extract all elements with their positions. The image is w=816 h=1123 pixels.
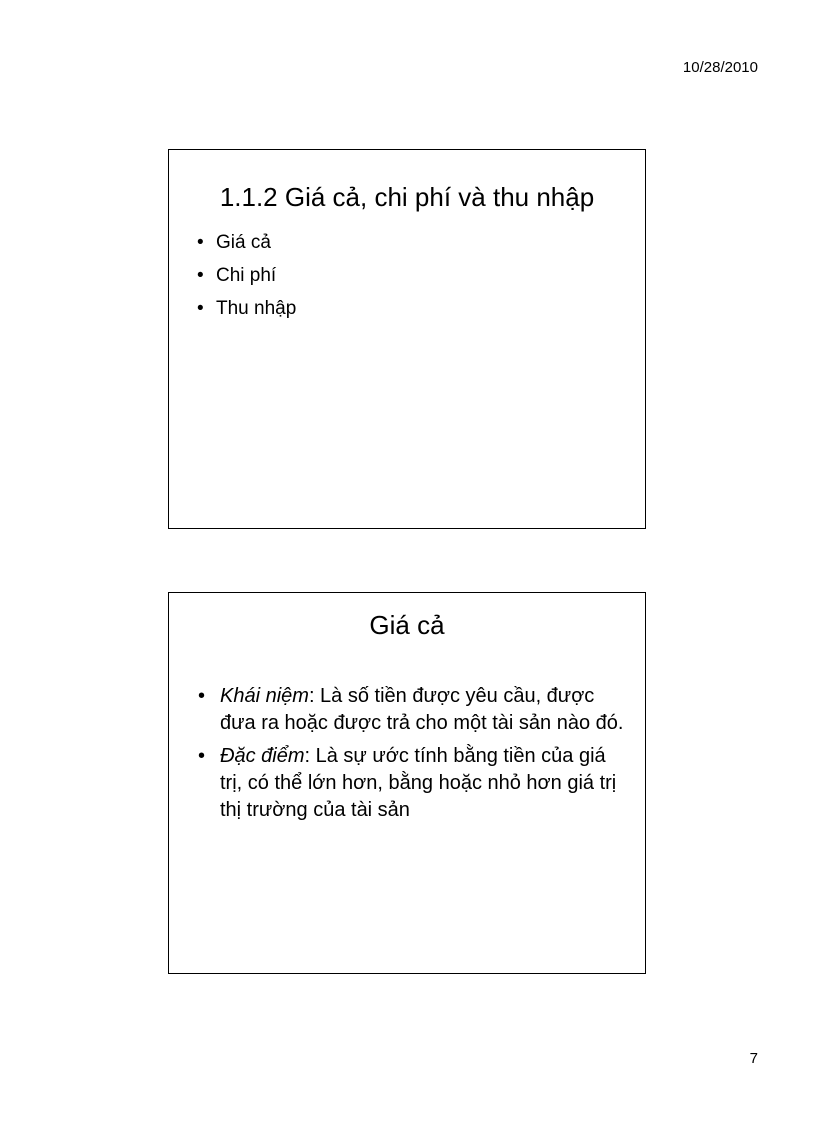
term-label: Đặc điểm [220,745,305,767]
term-description: : Là số tiền được yêu cầu, được đưa ra hoặc được trả cho một tài sản nào đó. [220,685,624,734]
bullet-icon: • [197,298,204,319]
term-description: : Là sự ước tính bằng tiền của giá trị, có thể lớn hơn, bằng hoặc nhỏ hơn giá trị thị trường của tài sản [220,745,617,821]
list-item-text: Giá cả [216,232,271,253]
list-item-text: Chi phí [216,265,277,286]
list-item [197,292,645,325]
list-item [198,743,625,824]
slide-title: Giá cả [369,610,445,640]
bullet-icon: • [197,265,204,286]
page-date: 10/28/2010 [682,59,758,76]
bullet-list [169,683,645,824]
bullet-list [169,226,645,325]
list-item-text: Thu nhập [216,298,297,319]
bullet-icon: • [198,685,206,707]
list-item [197,226,645,259]
page-number: 7 [749,1050,758,1067]
slide-price-definition [168,592,646,974]
slide-pricing-overview [168,149,646,529]
list-item [198,683,625,737]
list-item [197,259,645,292]
bullet-icon: • [198,745,206,767]
bullet-icon: • [197,232,204,253]
slide-title: 1.1.2 Giá cả, chi phí và thu nhập [219,182,595,212]
term-label: Khái niệm [220,685,309,707]
